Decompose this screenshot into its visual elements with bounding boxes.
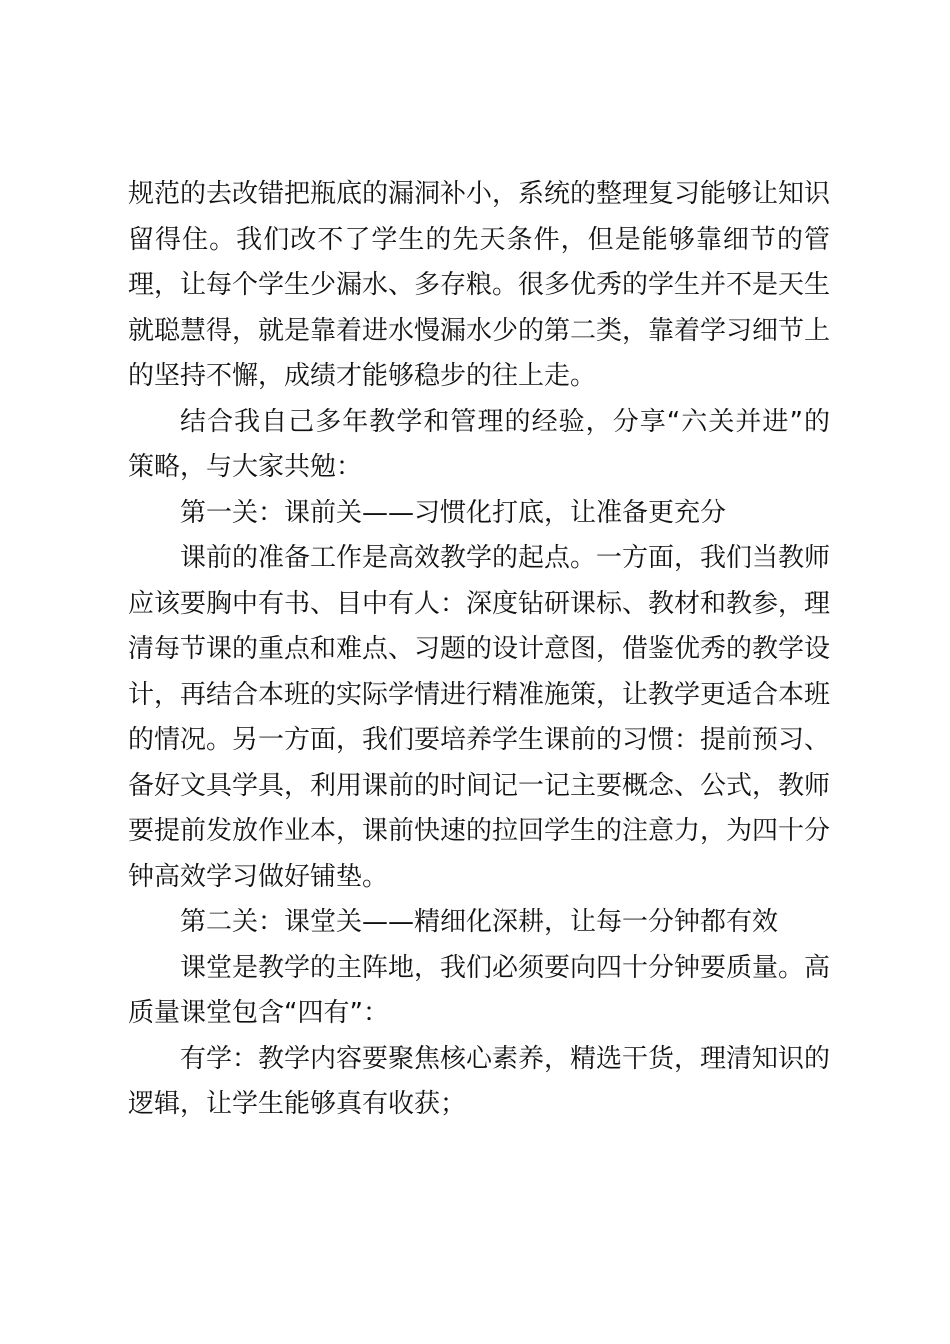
paragraph-intro-strategy: 结合我自己多年教学和管理的经验，分享“六关并进”的策略，与大家共勉： [128, 406, 830, 482]
section-heading-first-pass: 第一关：课前关——习惯化打底，让准备更充分 [180, 497, 727, 528]
paragraph-you-xue: 有学：教学内容要聚焦核心素养，精选干货，理清知识的逻辑，让学生能够真有收获； [128, 1043, 831, 1119]
paragraph-continuation: 规范的去改错把瓶底的漏洞补小，系统的整理复习能够让知识留得住。我们改不了学生的先天条件，但是能够靠细节的管理，让每个学生少漏水、多存粮。很多优秀的学生并不是天生就聪慧得，就是靠着进水慢漏水少的第二类，靠着学习细节上的坚持不懈，成绩才能够稳步的往上走。 [128, 179, 831, 391]
paragraph-classroom: 课堂是教学的主阵地，我们必须要向四十分钟要质量。高质量课堂包含“四有”： [128, 952, 831, 1028]
paragraph-pre-class: 课前的准备工作是高效教学的起点。一方面，我们当教师应该要胸中有书、目中有人：深度钻研课标、教材和教参，理清每节课的重点和难点、习题的设计意图，借鉴优秀的教学设计，再结合本班的实际学情进行精准施策，让教学更适合本班的情况。另一方面，我们要培养学生课前的习惯：提前预习、备好文具学具，利用课前的时间记一记主要概念、公式，教师要提前发放作业本，课前快速的拉回学生的注意力，为四十分钟高效学习做好铺垫。 [128, 543, 831, 892]
document-body [128, 172, 830, 1128]
section-heading-second-pass: 第二关：课堂关——精细化深耕，让每一分钟都有效 [180, 907, 779, 937]
